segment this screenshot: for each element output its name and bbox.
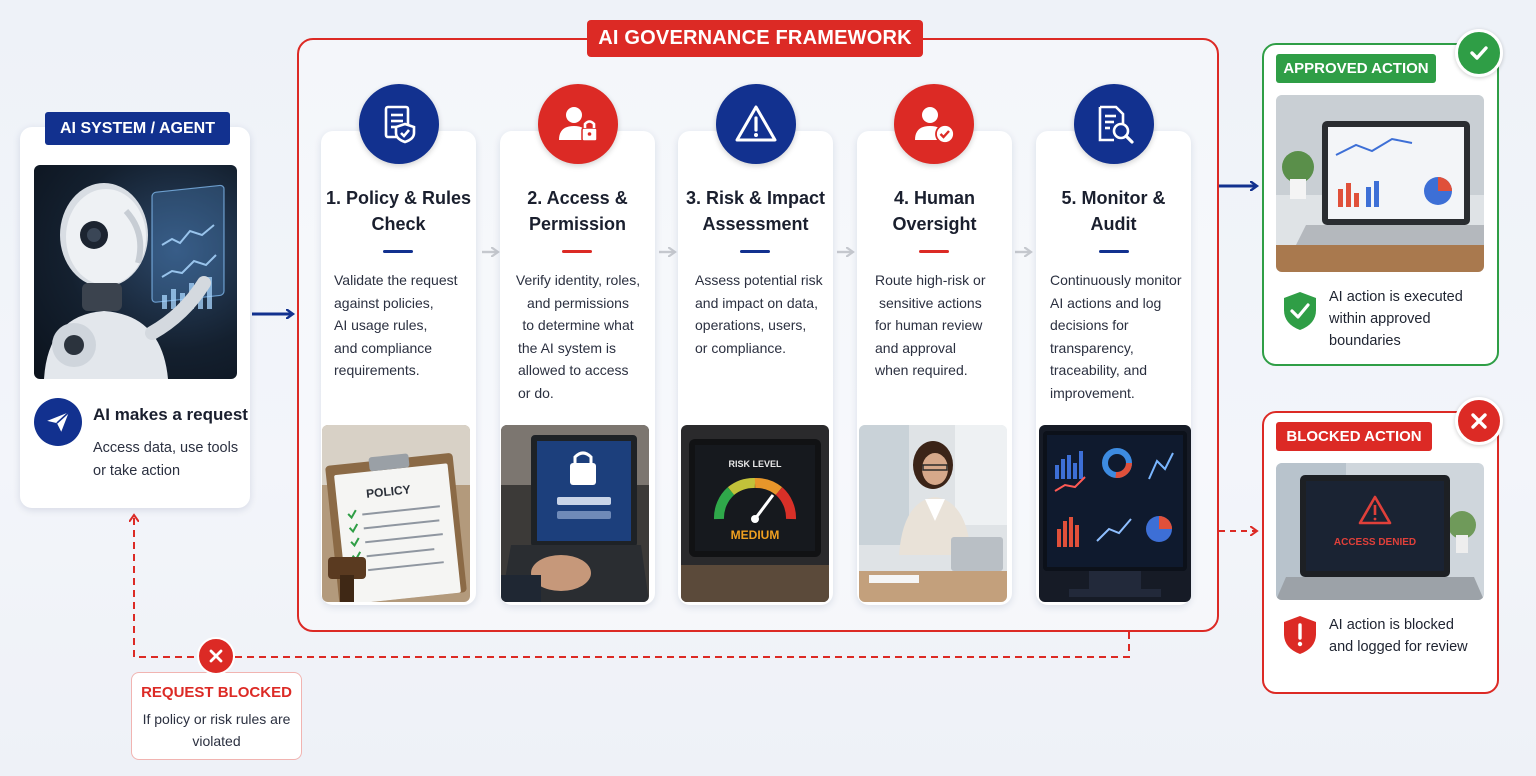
step-divider (562, 250, 592, 253)
step-divider (383, 250, 413, 253)
approved-laptop-photo (1276, 95, 1484, 272)
request-blocked-description: If policy or risk rules are violated (142, 711, 291, 749)
step-description-monitor: Continuously monitor AI actions and log decisions for transparency, traceability, and improvement. (1050, 272, 1182, 401)
shield-exclamation-icon (1282, 614, 1318, 661)
blocked-action-label: BLOCKED ACTION (1276, 422, 1432, 451)
user-check-icon (894, 84, 974, 164)
policy-clipboard-photo (322, 425, 470, 602)
monitoring-dashboard-photo (1039, 425, 1191, 602)
step-title-human: 4. Human Oversight (892, 188, 977, 234)
step-description-human: Route high-risk or sensitive actions for human review and approval when required. (875, 272, 986, 378)
step-description-risk: Assess potential risk and impact on data, operations, users, or compliance. (695, 272, 823, 356)
step-divider (919, 250, 949, 253)
close-icon (1455, 397, 1503, 445)
framework-title: AI GOVERNANCE FRAMEWORK (587, 20, 923, 57)
policy-photo-text: POLICY (365, 482, 412, 501)
ai-robot-photo (34, 165, 237, 379)
step-title-risk: 3. Risk & Impact Assessment (685, 188, 826, 234)
access-denied-text: ACCESS DENIED (1333, 537, 1417, 548)
blocked-laptop-photo (1276, 463, 1484, 600)
request-blocked-title: REQUEST BLOCKED (141, 684, 292, 701)
risk-level-text: RISK LEVEL (728, 459, 782, 469)
policy-document-shield-icon (359, 84, 439, 164)
user-lock-icon (538, 84, 618, 164)
blocked-description: AI action is blocked and logged for review (1329, 617, 1468, 655)
ai-system-label: AI SYSTEM / AGENT (45, 112, 230, 145)
human-review-photo (859, 425, 1007, 602)
approved-action-label: APPROVED ACTION (1276, 54, 1436, 83)
paper-plane-icon (34, 398, 82, 446)
document-magnifier-icon (1074, 84, 1154, 164)
step-description-access: Verify identity, roles, and permissions to determine what the AI system is allowed to access or do. (515, 272, 641, 401)
laptop-login-photo (501, 425, 649, 602)
shield-check-icon (1282, 290, 1318, 337)
request-title: AI makes a request (93, 405, 248, 424)
step-title-monitor: 5. Monitor & Audit (1061, 188, 1166, 234)
check-icon (1455, 29, 1503, 77)
medium-text: MEDIUM (730, 528, 780, 542)
step-title-access: 2. Access & Permission (527, 188, 628, 234)
step-divider (740, 250, 770, 253)
step-title-policy: 1. Policy & Rules Check (325, 188, 472, 234)
step-description-policy: Validate the request against policies, AI usage rules, and compliance requirements. (334, 272, 458, 378)
approved-description: AI action is executed within approved boundaries (1329, 289, 1463, 349)
step-divider (1099, 250, 1129, 253)
request-description: Access data, use tools or take action (93, 440, 239, 479)
risk-gauge-photo (681, 425, 829, 602)
close-icon (197, 637, 235, 675)
warning-triangle-icon (716, 84, 796, 164)
